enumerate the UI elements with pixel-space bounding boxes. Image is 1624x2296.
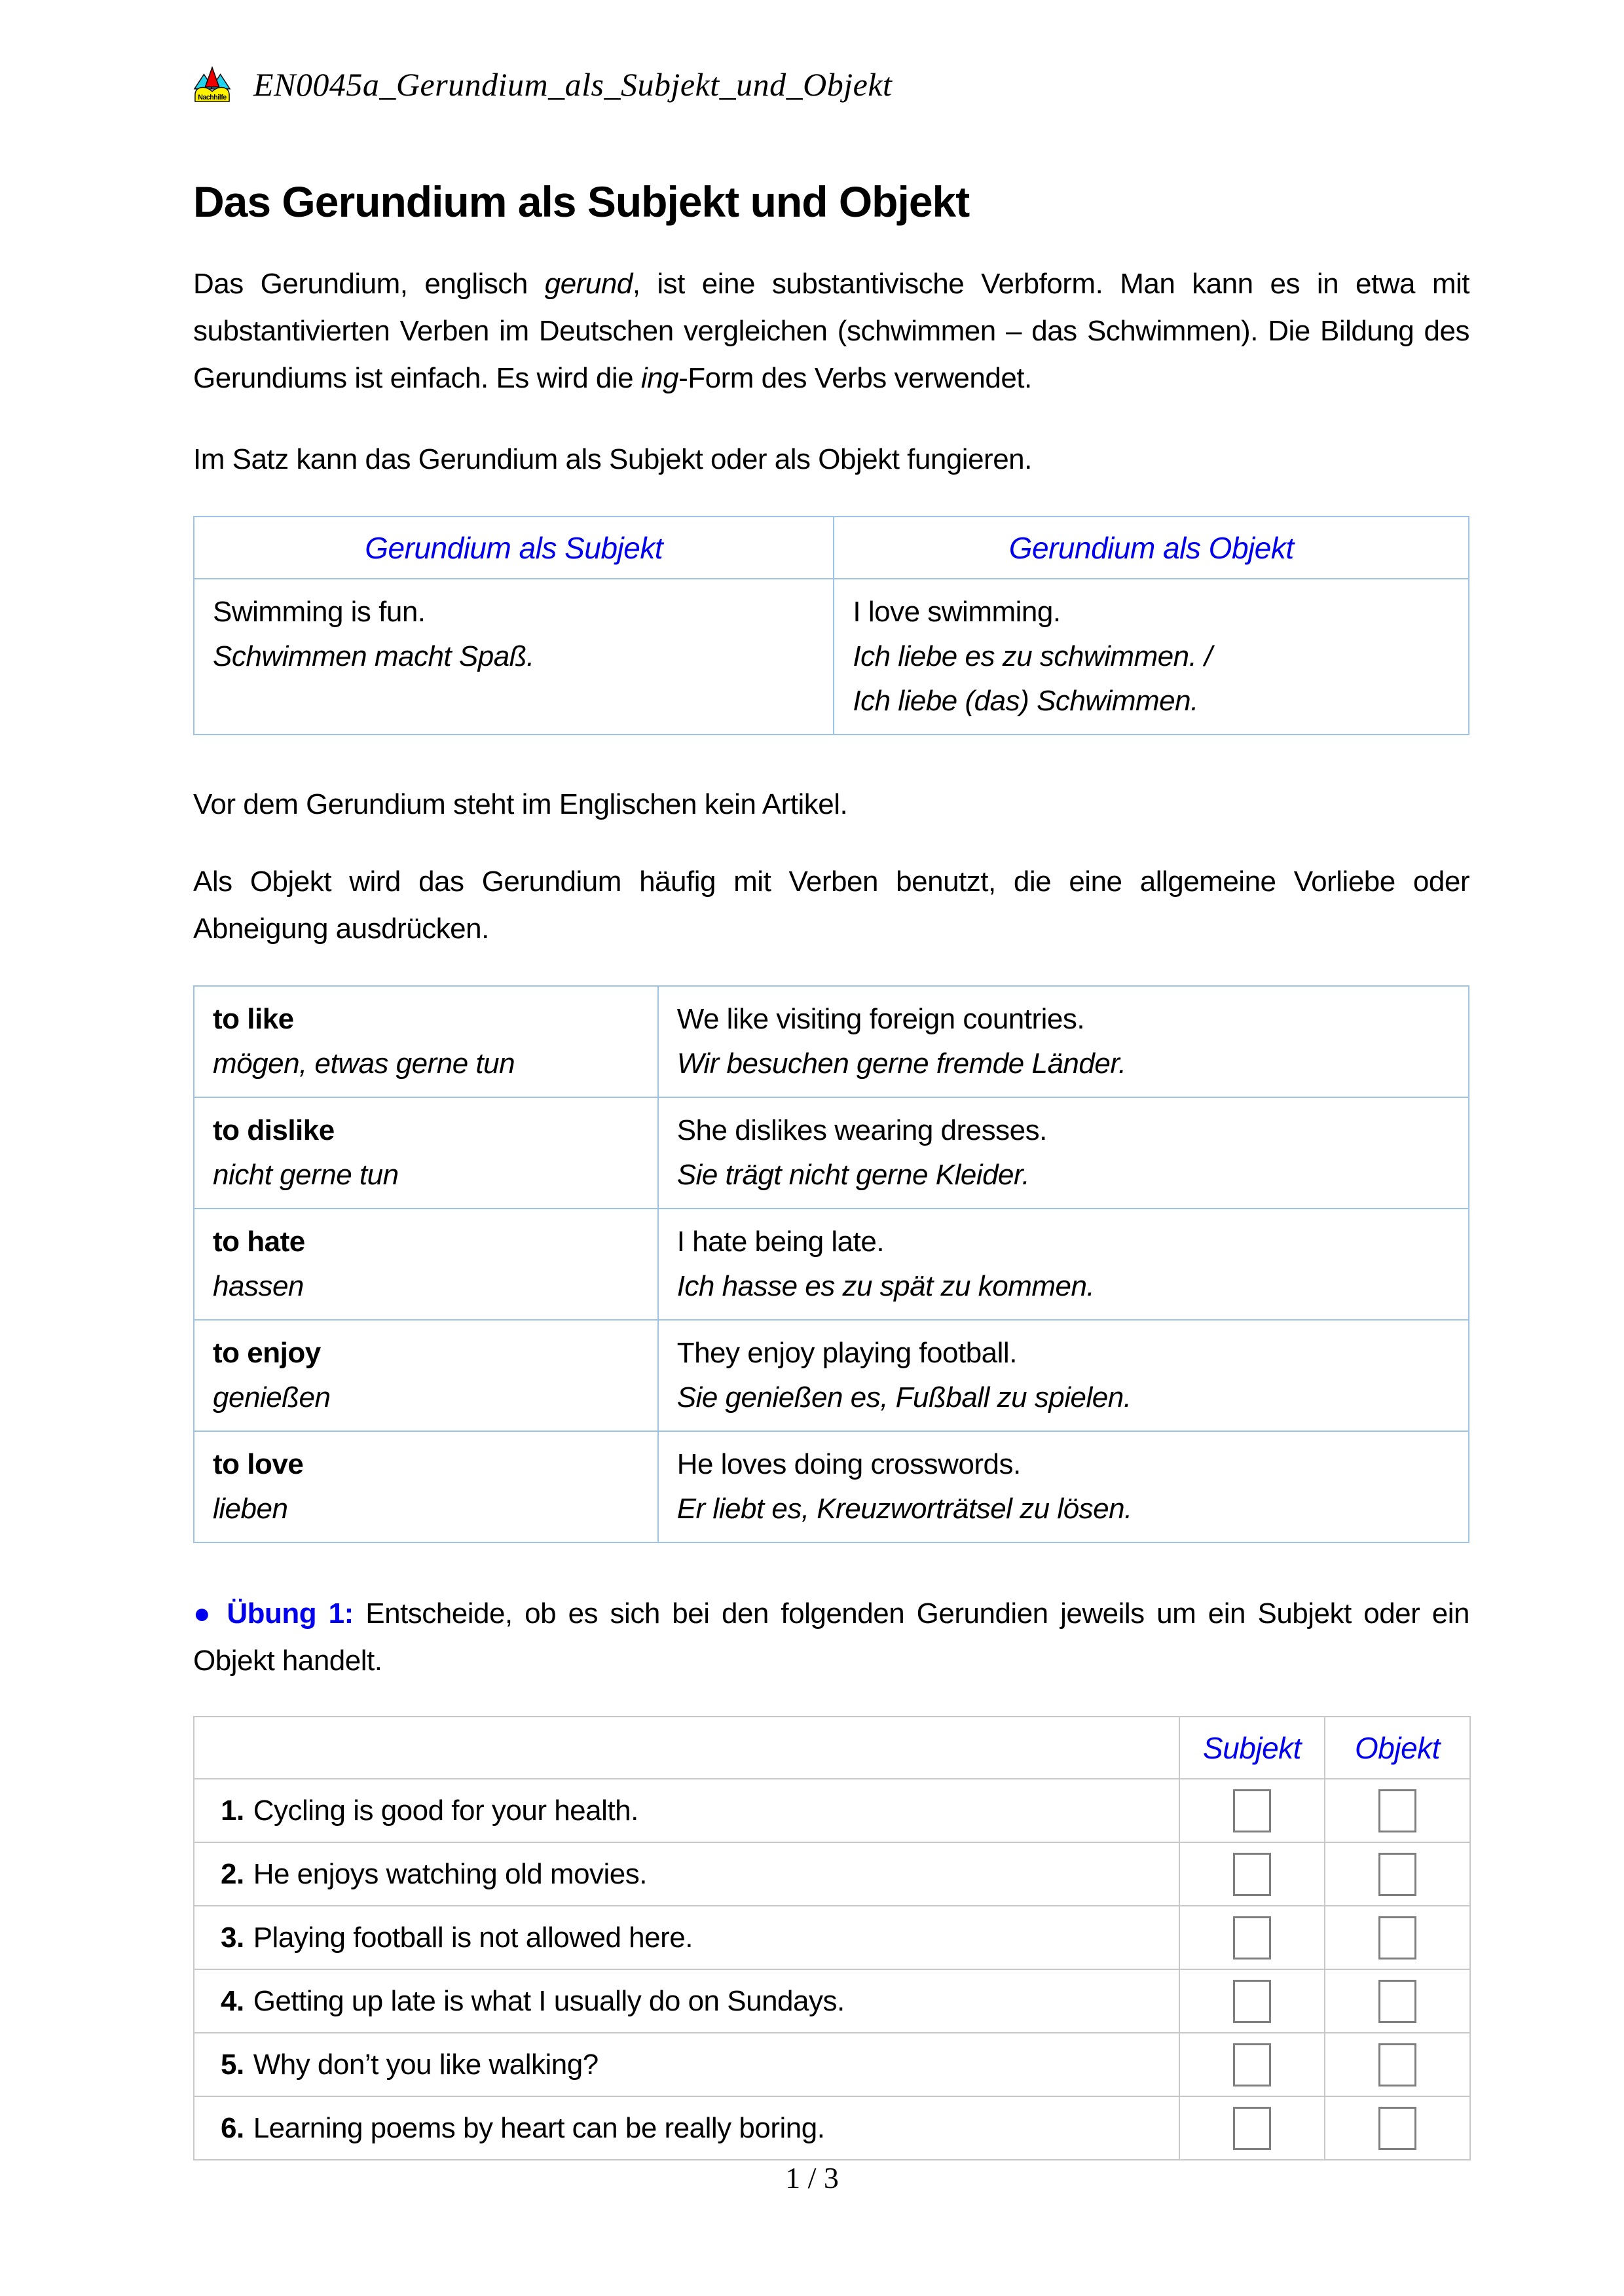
example-cell bbox=[658, 1209, 1469, 1320]
verb-cell bbox=[194, 1431, 658, 1542]
example-de: Wir besuchen gerne fremde Länder. bbox=[676, 1048, 1126, 1080]
sentence-function-paragraph: Im Satz kann das Gerundium als Subjekt oder als Objekt fungieren. bbox=[193, 443, 1032, 475]
verb-en: to dislike bbox=[213, 1114, 335, 1146]
example-en: They enjoy playing football. bbox=[676, 1337, 1017, 1369]
exercise-row bbox=[194, 2033, 1470, 2096]
vocab-row bbox=[194, 1431, 1469, 1542]
verb-de: lieben bbox=[213, 1493, 288, 1525]
example-de: Ich hasse es zu spät zu kommen. bbox=[676, 1270, 1095, 1302]
verb-cell bbox=[194, 1209, 658, 1320]
checkbox-objekt-5[interactable] bbox=[1378, 2043, 1416, 2086]
subjekt-cell bbox=[1179, 1842, 1325, 1906]
item-text: Getting up late is what I usually do on Sundays. bbox=[253, 1984, 845, 2017]
verb-en: to love bbox=[213, 1448, 304, 1480]
article-note-paragraph: Vor dem Gerundium steht im Englischen kein Artikel. bbox=[193, 788, 848, 820]
intro-paragraph bbox=[193, 261, 1469, 402]
item-text: Playing football is not allowed here. bbox=[253, 1921, 693, 1954]
exercise-row bbox=[194, 1906, 1470, 1969]
verb-en: to like bbox=[213, 1003, 294, 1035]
exercise-1-label: Übung 1: bbox=[227, 1597, 366, 1630]
sentence-cell bbox=[194, 2033, 1179, 2096]
example-cell bbox=[658, 1431, 1469, 1542]
exercise-row bbox=[194, 1842, 1470, 1906]
example-de: Sie trägt nicht gerne Kleider. bbox=[676, 1159, 1030, 1191]
item-number: 6. bbox=[221, 2111, 244, 2144]
example-table-header-row bbox=[194, 517, 1469, 579]
objekt-cell bbox=[1325, 2033, 1470, 2096]
item-text: Why don’t you like walking? bbox=[253, 2048, 599, 2081]
object-example-cell bbox=[834, 579, 1469, 735]
checkbox-objekt-6[interactable] bbox=[1378, 2107, 1416, 2150]
verb-en: to hate bbox=[213, 1226, 305, 1258]
vocab-row bbox=[194, 1097, 1469, 1209]
empty-header-cell bbox=[194, 1717, 1179, 1779]
example-cell bbox=[658, 1097, 1469, 1209]
verb-cell bbox=[194, 1320, 658, 1431]
item-number: 3. bbox=[221, 1921, 244, 1954]
example-cell bbox=[658, 1320, 1469, 1431]
term-ing: ing bbox=[640, 362, 679, 394]
subjekt-cell bbox=[1179, 1969, 1325, 2033]
checkbox-objekt-4[interactable] bbox=[1378, 1980, 1416, 2023]
objekt-cell bbox=[1325, 1779, 1470, 1842]
example-en: I hate being late. bbox=[676, 1226, 885, 1258]
objekt-cell bbox=[1325, 1906, 1470, 1969]
verb-de: hassen bbox=[213, 1270, 304, 1302]
bullet-icon: ● bbox=[193, 1597, 227, 1630]
subjekt-cell bbox=[1179, 2033, 1325, 2096]
intro-text: , ist eine substantivische Verbform. Man kann es in etwa mit substantivierten Verben im Deutschen vergleichen (schwimmen – das Schwimmen). Die Bildung des Gerundiums ist einfach. Es wird die bbox=[193, 268, 1469, 394]
document-header bbox=[193, 65, 1469, 103]
column-header-objekt: Objekt bbox=[1325, 1717, 1470, 1779]
object-example-de-2: Ich liebe (das) Schwimmen. bbox=[853, 685, 1198, 717]
header-gerund-as-object: Gerundium als Objekt bbox=[834, 517, 1469, 579]
sentence-cell bbox=[194, 1969, 1179, 2033]
subjekt-cell bbox=[1179, 1779, 1325, 1842]
verb-de: nicht gerne tun bbox=[213, 1159, 399, 1191]
checkbox-objekt-1[interactable] bbox=[1378, 1789, 1416, 1832]
intro-text: Das Gerundium, englisch bbox=[193, 268, 545, 300]
nachhilfe-logo-icon bbox=[193, 66, 231, 103]
vocab-row bbox=[194, 986, 1469, 1097]
verb-de: mögen, etwas gerne tun bbox=[213, 1048, 515, 1080]
object-example-en: I love swimming. bbox=[853, 596, 1061, 628]
item-number: 5. bbox=[221, 2048, 244, 2081]
checkbox-subjekt-6[interactable] bbox=[1233, 2107, 1271, 2150]
page-title: Das Gerundium als Subjekt und Objekt bbox=[193, 177, 970, 226]
checkbox-subjekt-4[interactable] bbox=[1233, 1980, 1271, 2023]
sentence-cell bbox=[194, 2096, 1179, 2160]
sentence-cell bbox=[194, 1779, 1179, 1842]
verb-en: to enjoy bbox=[213, 1337, 321, 1369]
vocab-row bbox=[194, 1320, 1469, 1431]
subjekt-cell bbox=[1179, 2096, 1325, 2160]
exercise-row bbox=[194, 1969, 1470, 2033]
sentence-cell bbox=[194, 1842, 1179, 1906]
item-text: Learning poems by heart can be really boring. bbox=[253, 2111, 825, 2144]
example-en: We like visiting foreign countries. bbox=[676, 1003, 1085, 1035]
subject-example-de: Schwimmen macht Spaß. bbox=[213, 640, 534, 672]
sentence-cell bbox=[194, 1906, 1179, 1969]
checkbox-objekt-2[interactable] bbox=[1378, 1853, 1416, 1896]
verb-cell bbox=[194, 1097, 658, 1209]
verb-cell bbox=[194, 986, 658, 1097]
object-verbs-paragraph: Als Objekt wird das Gerundium häufig mit Verben benutzt, die eine allgemeine Vorliebe oder Abneigung ausdrücken. bbox=[193, 866, 1469, 945]
document-title: EN0045a_Gerundium_als_Subjekt_und_Objekt bbox=[253, 66, 893, 103]
verb-vocab-table bbox=[193, 985, 1469, 1543]
example-en: She dislikes wearing dresses. bbox=[676, 1114, 1047, 1146]
header-gerund-as-subject: Gerundium als Subjekt bbox=[194, 517, 834, 579]
subjekt-cell bbox=[1179, 1906, 1325, 1969]
item-text: He enjoys watching old movies. bbox=[253, 1857, 648, 1890]
checkbox-subjekt-3[interactable] bbox=[1233, 1916, 1271, 1959]
subject-example-en: Swimming is fun. bbox=[213, 596, 426, 628]
checkbox-objekt-3[interactable] bbox=[1378, 1916, 1416, 1959]
example-cell bbox=[658, 986, 1469, 1097]
column-header-subjekt: Subjekt bbox=[1179, 1717, 1325, 1779]
exercise-1-table bbox=[193, 1716, 1471, 2160]
objekt-cell bbox=[1325, 2096, 1470, 2160]
logo-text: Nachhilfe bbox=[198, 94, 227, 102]
item-number: 1. bbox=[221, 1794, 244, 1827]
checkbox-subjekt-5[interactable] bbox=[1233, 2043, 1271, 2086]
item-text: Cycling is good for your health. bbox=[253, 1794, 638, 1827]
page-number: 1 / 3 bbox=[785, 2161, 839, 2195]
checkbox-subjekt-1[interactable] bbox=[1233, 1789, 1271, 1832]
verb-de: genießen bbox=[213, 1381, 331, 1413]
objekt-cell bbox=[1325, 1842, 1470, 1906]
gerund-example-table bbox=[193, 516, 1469, 735]
example-de: Er liebt es, Kreuzworträtsel zu lösen. bbox=[676, 1493, 1132, 1525]
vocab-row bbox=[194, 1209, 1469, 1320]
intro-text: -Form des Verbs verwendet. bbox=[678, 362, 1032, 394]
exercise-header-row bbox=[194, 1717, 1470, 1779]
exercise-1-instruction bbox=[193, 1590, 1469, 1685]
exercise-1-instruction-text: Entscheide, ob es sich bei den folgenden Gerundien jeweils um ein Subjekt oder ein Objekt handelt. bbox=[193, 1597, 1470, 1677]
object-example-de-1: Ich liebe es zu schwimmen. / bbox=[853, 640, 1212, 672]
example-en: He loves doing crosswords. bbox=[676, 1448, 1021, 1480]
subject-example-cell bbox=[194, 579, 834, 735]
exercise-row bbox=[194, 1779, 1470, 1842]
item-number: 4. bbox=[221, 1984, 244, 2017]
exercise-row bbox=[194, 2096, 1470, 2160]
checkbox-subjekt-2[interactable] bbox=[1233, 1853, 1271, 1896]
objekt-cell bbox=[1325, 1969, 1470, 2033]
item-number: 2. bbox=[221, 1857, 244, 1890]
example-de: Sie genießen es, Fußball zu spielen. bbox=[676, 1381, 1132, 1413]
example-table-body-row bbox=[194, 579, 1469, 735]
term-gerund: gerund bbox=[544, 268, 633, 300]
